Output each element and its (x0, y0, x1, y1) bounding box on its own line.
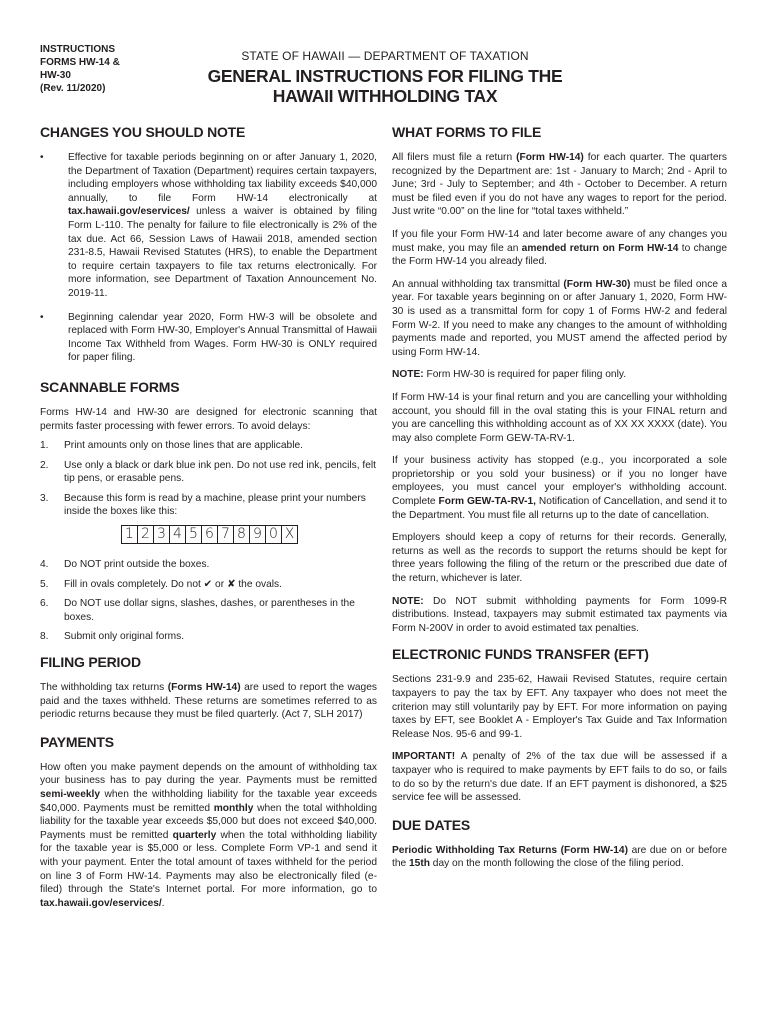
item-text (64, 578, 282, 592)
sample-number-boxes (121, 525, 377, 544)
bullet-text (68, 151, 377, 301)
item-number: 3. (40, 492, 49, 504)
text-run: or (212, 578, 227, 590)
payments-text (40, 761, 377, 911)
list-item (40, 578, 377, 592)
paragraph (392, 454, 727, 522)
item-text: Do NOT use dollar signs, slashes, dashes, or parentheses in the boxes. (64, 598, 355, 623)
item-text: Use only a black or dark blue ink pen. Do not use red ink, pencils, felt tip pens, or erasable pens. (64, 459, 377, 485)
text-run: (Form HW-14) (516, 152, 584, 163)
text-run: amended return on Form HW-14 (521, 242, 679, 254)
note-paragraph (392, 595, 727, 636)
paragraph (392, 228, 727, 269)
sample-box: 2 (137, 525, 154, 544)
sample-box: 3 (153, 525, 170, 544)
paragraph (392, 844, 727, 871)
page-header (190, 49, 580, 106)
right-column (392, 124, 727, 880)
text-run: Effective for taxable periods beginning on or after January 1, 2020, the Department of Taxation (Department) requires certain taxpayers, including employers whose withholding tax liability exceeds $40,000 annually, to file Form HW-14 electronically at (68, 152, 377, 204)
form-info-line: (Rev. 11/2020) (40, 83, 106, 94)
paragraph (392, 750, 727, 804)
item-text: Do NOT print outside the boxes. (64, 559, 210, 571)
text-run: If your business activity has stopped (e.g., you incorporated a sole proprietorship or you sold your business) or if you no longer have employees, you must cancel your employer's withholding account. Complete (392, 455, 727, 508)
text-run: (Form HW-30) (563, 278, 631, 290)
title-line: GENERAL INSTRUCTIONS FOR FILING THE (207, 66, 563, 86)
list-item (40, 459, 377, 486)
text-run: when the total withholding liability for the taxable year is $5,000 or less. Complete Form VP-1 and send it with your payment. Enter the total amount of taxes withheld for the period on line 3 of Form HW-14. Payments may also be electronically filed (e-filed) through the State's Internet portal. For more information, go to (40, 829, 377, 896)
paragraph (392, 278, 727, 360)
text-run: All filers must file a return (392, 152, 517, 163)
list-item (40, 558, 377, 572)
paragraph: If Form HW-14 is your final return and you are cancelling your withholding account, you should fill in the oval stating this is your FINAL return and you are cancelling this withholding account as of XX XX XXXX (date). You may also complete Form GEW-TA-RV-1. (392, 391, 727, 444)
due-dates-heading: DUE DATES (392, 816, 471, 833)
bullet-mark: • (40, 152, 44, 163)
text-run: The withholding tax returns (40, 682, 168, 694)
bullet-mark: • (40, 311, 44, 323)
list-item (40, 151, 377, 301)
title-line: HAWAII WITHHOLDING TAX (272, 86, 498, 106)
form-info-line: HW-30 (40, 70, 71, 81)
text-run: to change the Form HW-14 you already filed. (392, 242, 727, 268)
list-item (40, 311, 377, 365)
text-run: Notification of Cancellation, and send it to the Department. You must file all returns up to the date of cancellation. (392, 496, 727, 521)
text-run: must be filed once a year. For taxable years beginning on or after January 1, 2020, Form HW-30 is used as a transmittal form for copy 1 of Forms HW-2 and federal Form W-2. If you need to make any changes to the amount of withholding payments made and reported, you MUST amend the affected period by using Form HW-14. (392, 278, 727, 358)
text-run: (Forms HW-14) (167, 682, 241, 694)
item-number: 1. (40, 440, 49, 452)
list-item (40, 597, 377, 624)
sample-box: 1 (121, 525, 138, 544)
text-run: are used to report the wages paid and the taxes withheld. These returns are sometimes referred to as periodic returns because they must be filed quarterly. (Act 7, SLH 2017) (40, 682, 377, 721)
sample-box: 6 (201, 525, 218, 544)
text-run: How often you make payment depends on the amount of withholding tax your business has to pay during the year. Payments must be remitted (40, 761, 377, 787)
item-text: Print amounts only on those lines that are applicable. (64, 440, 303, 452)
text-run: quarterly (172, 829, 217, 841)
eft-heading: ELECTRONIC FUNDS TRANSFER (EFT) (392, 646, 649, 663)
text-run: are due on or before the (392, 844, 727, 870)
form-info-line: INSTRUCTIONS (40, 44, 115, 55)
list-item (40, 492, 377, 519)
text-run: . (161, 897, 165, 909)
text-run: An annual withholding tax transmittal (392, 278, 564, 290)
sample-box: X (281, 525, 298, 544)
text-run: 15th (409, 858, 430, 870)
changes-heading: CHANGES YOU SHOULD NOTE (40, 124, 246, 140)
text-run: Form HW-30 is required for paper filing only. (423, 369, 627, 381)
sample-box: 9 (249, 525, 266, 544)
item-text: Because this form is read by a machine, please print your numbers inside the boxes like this: (64, 492, 366, 518)
text-run: If you file your Form HW-14 and later become aware of any changes you must make, you may file an (392, 228, 727, 254)
text-run: Do NOT submit withholding payments for Form 1099-R distributions. Instead, taxpayers may submit estimated tax payments via Form N-200V in order to avoid estimated tax penalties. (392, 595, 727, 634)
sample-box: 0 (265, 525, 282, 544)
filing-period-text (40, 681, 377, 722)
text-run: Fill in ovals completely. Do not (64, 578, 204, 590)
check-mark-icon: ✔ (203, 578, 213, 590)
text-run: day on the month following the close of the filing period. (429, 858, 684, 870)
text-run: the ovals. (235, 578, 282, 590)
text-run: for each quarter. The quarters recognized by the Department are: 1st - January to March; 2nd - April to June; 3rd - July to September; and 4th - October to December. A return must be filed even if you do not have any wages to report for the period. Just write “0.00” on the line for “total taxes withheld.” (392, 152, 727, 218)
eservices-link[interactable]: tax.hawaii.gov/eservices/ (68, 206, 190, 218)
department-name: STATE OF HAWAII — DEPARTMENT OF TAXATION (241, 49, 529, 63)
text-run: when the withholding liability for the taxable year exceeds $40,000. Payments must be remitted (40, 789, 377, 814)
page-title (190, 66, 580, 106)
sample-box: 8 (233, 525, 250, 544)
note-label: NOTE: (392, 595, 424, 607)
note-label: NOTE: (392, 369, 424, 381)
eservices-link[interactable]: tax.hawaii.gov/eservices/ (40, 897, 162, 909)
text-run: A penalty of 2% of the tax due will be assessed if a taxpayer who is required to make payments by EFT fails to do so, or fails to do so by the return's due date. If an EFT payment is dishonored, a $25 service fee will be assessed. (392, 751, 727, 804)
paragraph: Sections 231-9.9 and 235-62, Hawaii Revised Statutes, require certain taxpayers to pay the tax by EFT. Any taxpayer who does not meet the criterion may still voluntarily pay by EFT. For more information on paying taxes by EFT, see Booklet A - Employer's Tax Guide and Tax Information Release Nos. 95-6 and 99-1. (392, 674, 727, 740)
sample-box: 5 (185, 525, 202, 544)
item-number: 2. (40, 459, 49, 471)
text-run: when the total withholding liability for the taxable year exceeds $5,000 but does not exceed $40,000. Payments must be remitted (40, 802, 377, 841)
important-label: IMPORTANT! (392, 751, 456, 763)
text-run: Form GEW-TA-RV-1, (438, 496, 536, 508)
item-text: Submit only original forms. (64, 631, 185, 643)
form-info (40, 43, 120, 95)
text-run: monthly (213, 802, 254, 814)
payments-heading: PAYMENTS (40, 733, 114, 750)
form-info-line: FORMS HW-14 & (40, 57, 120, 68)
item-number: 4. (40, 559, 49, 571)
text-run: unless a waiver is obtained by filing Form L-110. The penalty for failure to file electronically is 2% of the tax due. Act 66, Session Laws of Hawaii 2018, amended section 231-8.5, Hawaii Revised Statutes (HRS), to enable the Department to require certain taxpayers to file tax returns electronically. For more information, see Department of Taxation Announcement No. 2019-11. (68, 206, 377, 299)
scannable-heading: SCANNABLE FORMS (40, 378, 180, 395)
x-mark-icon: ✘ (226, 578, 236, 590)
bullet-text: Beginning calendar year 2020, Form HW-3 will be obsolete and replaced with Form HW-30, Employer's Annual Transmittal of Hawaii Income Tax Withheld from Wages. Form HW-30 is ONLY required for paper filing. (68, 311, 377, 364)
note-paragraph (392, 368, 727, 382)
paragraph (392, 151, 727, 219)
sample-box: 4 (169, 525, 186, 544)
scannable-intro: Forms HW-14 and HW-30 are designed for electronic scanning that permits faster processing with fewer errors. To avoid delays: (40, 406, 377, 432)
paragraph: Employers should keep a copy of returns for their records. Generally, returns as well as the records to support the returns should be kept for three years following the filing of the return or the prescribed due date of the return, whichever is later. (392, 532, 727, 585)
list-item (40, 439, 377, 453)
text-run: Periodic Withholding Tax Returns (Form HW-14) (392, 844, 628, 856)
text-run: semi-weekly (40, 789, 101, 800)
item-number: 6. (40, 598, 49, 610)
item-number: 5. (40, 578, 49, 590)
item-number: 8. (40, 631, 49, 643)
left-column (40, 124, 377, 919)
what-forms-heading: WHAT FORMS TO FILE (392, 124, 542, 140)
list-item (40, 630, 377, 644)
filing-period-heading: FILING PERIOD (40, 654, 141, 671)
sample-box: 7 (217, 525, 234, 544)
